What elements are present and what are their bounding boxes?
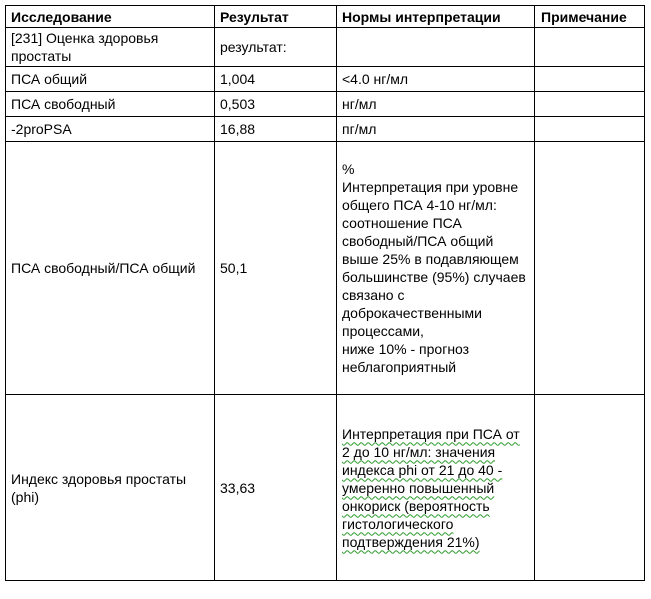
cell-norms [337, 28, 535, 67]
cell-note [535, 67, 645, 92]
table-row [6, 92, 645, 117]
table-row [6, 67, 645, 92]
header-norms: Нормы интерпретации [337, 6, 535, 28]
cell-note [535, 92, 645, 117]
table-row [6, 142, 645, 395]
cell-norms [337, 395, 535, 581]
cell-result: 33,63 [215, 395, 337, 581]
cell-study: Индекс здоровья простаты (phi) [6, 395, 215, 581]
lab-results-table [5, 5, 645, 581]
cell-result: 1,004 [215, 67, 337, 92]
cell-norms: <4.0 нг/мл [337, 67, 535, 92]
table-row [6, 117, 645, 142]
cell-note [535, 395, 645, 581]
cell-result: результат: [215, 28, 337, 67]
header-study: Исследование [6, 6, 215, 28]
header-result: Результат [215, 6, 337, 28]
cell-note [535, 28, 645, 67]
cell-study: ПСА свободный/ПСА общий [6, 142, 215, 395]
cell-norms: пг/мл [337, 117, 535, 142]
cell-study: -2proPSA [6, 117, 215, 142]
cell-study: [231] Оценка здоровья простаты [6, 28, 215, 67]
cell-note [535, 142, 645, 395]
cell-study: ПСА свободный [6, 92, 215, 117]
cell-note [535, 117, 645, 142]
cell-study: ПСА общий [6, 67, 215, 92]
header-note: Примечание [535, 6, 645, 28]
cell-norms: нг/мл [337, 92, 535, 117]
table-row [6, 395, 645, 581]
norms-text: Интерпретация при ПСА от 2 до 10 нг/мл: значения индекса phi от 21 до 40 - умеренно повышенный онкориск (вероятность гистологического подтверждения 21%) [342, 425, 520, 550]
cell-result: 16,88 [215, 117, 337, 142]
cell-result: 50,1 [215, 142, 337, 395]
cell-result: 0,503 [215, 92, 337, 117]
table-header-row [6, 6, 645, 28]
table-row [6, 28, 645, 67]
cell-norms: % Интерпретация при уровне общего ПСА 4-10 нг/мл: соотношение ПСА свободный/ПСА общий выше 25% в подавляющем большинстве (95%) случаев связано с доброкачественными процессами, ниже 10% - прогноз неблагоприятный [337, 142, 535, 395]
